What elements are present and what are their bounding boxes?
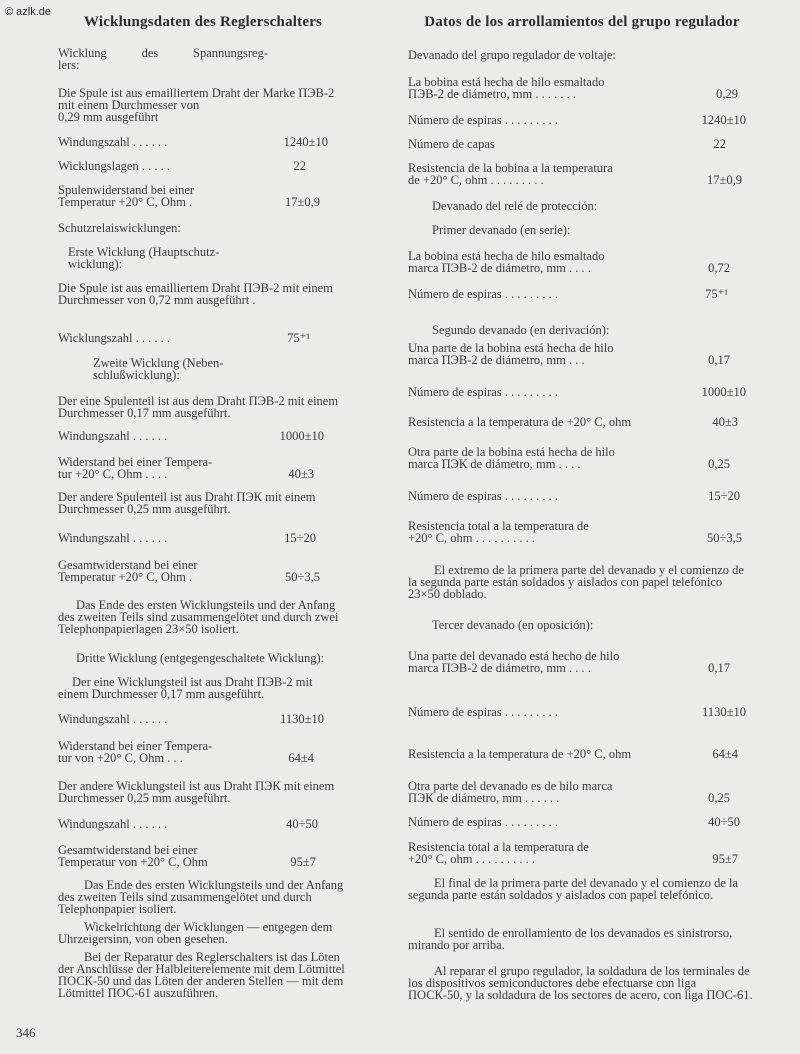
spec-label: Una parte del devanado está hecho de hilo marca ПЭВ-2 de diámetro, mm . . . . — [408, 649, 620, 675]
spec-value: 50÷3,5 — [285, 570, 320, 584]
spec-label: Número de espiras . . . . . . . . . — [408, 385, 558, 399]
spec-label: Windungszahl . . . . . . — [58, 531, 168, 545]
paragraph: Tercer devanado (en oposición): — [432, 618, 594, 632]
spec-value: 0,25 — [708, 457, 730, 471]
spec-label: Resistencia a la temperatura de +20° C, ohm — [408, 415, 632, 429]
paragraph: El sentido de enrollamiento de los devanados es sinistrorso, mirando por arriba. — [408, 926, 733, 952]
paragraph: El extremo de la primera parte del devanado y el comienzo de la segunda parte están soldados y aislados con papel telefónico 23×50 doblado. — [408, 563, 744, 601]
paragraph: Der andere Spulenteil ist aus Draht ПЭК mit einem Durchmesser 0,25 mm ausgeführt. — [58, 490, 316, 516]
spec-row — [58, 532, 316, 544]
spec-value: 17±0,9 — [285, 195, 320, 209]
spec-row — [408, 748, 738, 760]
spec-label: Widerstand bei einer Tempera- tur von +20° C, Ohm . . . — [58, 739, 213, 765]
spec-label: Wicklungslagen . . . . . — [58, 159, 170, 173]
spec-row — [408, 162, 742, 186]
spec-row — [58, 844, 316, 868]
spec-label: Número de espiras . . . . . . . . . — [408, 815, 558, 829]
spec-value: 0,25 — [708, 791, 730, 805]
spec-label: Windungszahl . . . . . . — [58, 712, 168, 726]
paragraph: El final de la primera parte del devanado y el comienzo de la segunda parte están soldados y aislados con papel telefónico. — [408, 876, 739, 902]
spec-label: Resistencia total a la temperatura de +20° C, ohm . . . . . . . . . . — [408, 840, 589, 866]
spec-value: 64±4 — [712, 747, 738, 761]
spec-row — [408, 520, 742, 544]
spec-value: 0,29 — [716, 87, 738, 101]
spec-value: 40÷50 — [708, 815, 740, 829]
page-number: 346 — [16, 1025, 36, 1040]
spec-value: 1000±10 — [701, 385, 746, 399]
spec-label: Número de espiras . . . . . . . . . — [408, 489, 558, 503]
spec-row — [408, 841, 738, 865]
spec-label: Una parte de la bobina está hecha de hilo marca ПЭВ-2 de diámetro, mm . . . — [408, 341, 614, 367]
paragraph: Erste Wicklung (Hauptschutz- wicklung): — [68, 245, 220, 271]
paragraph: Devanado del grupo regulador de voltaje: — [408, 48, 616, 62]
spec-value: 0,17 — [708, 353, 730, 367]
spec-label: Otra parte del devanado es de hilo marca ПЭК de diámetro, mm . . . . . . — [408, 779, 613, 805]
spec-label: Resistencia de la bobina a la temperatura de +20° C, ohm . . . . . . . . . — [408, 161, 613, 187]
spec-value: 22 — [713, 137, 726, 151]
spec-value: 75⁺¹ — [705, 287, 728, 301]
spec-value: 1000±10 — [279, 429, 324, 443]
spec-row — [58, 559, 320, 583]
spec-label: Resistencia total a la temperatura de +20° C, ohm . . . . . . . . . . — [408, 519, 589, 545]
spec-label: Número de espiras . . . . . . . . . — [408, 705, 558, 719]
spec-label: Spulenwiderstand bei einer Temperatur +20° C, Ohm . — [58, 183, 195, 209]
spec-value: 15÷20 — [284, 531, 316, 545]
paragraph: Wickelrichtung der Wicklungen — entgegen dem Uhrzeigersinn, von oben gesehen. — [58, 920, 333, 946]
spec-value: 1240±10 — [283, 135, 328, 149]
paragraph: Der andere Wicklungsteil ist aus Draht ПЭК mit einem Durchmesser 0,25 mm ausgeführt. — [58, 779, 335, 805]
paragraph: Das Ende des ersten Wicklungsteils und der Anfang des zweiten Teils sind zusammengelötet und durch zwei Telephonpapierlagen 23×50 isoliert. — [58, 598, 339, 636]
spec-value: 1130±10 — [702, 705, 746, 719]
spec-label: Número de capas — [408, 137, 495, 151]
spec-label: Número de espiras . . . . . . . . . — [408, 287, 558, 301]
spec-value: 17±0,9 — [707, 173, 742, 187]
spec-row — [58, 713, 324, 725]
spec-value: 95±7 — [712, 852, 738, 866]
spec-value: 15÷20 — [708, 489, 740, 503]
spec-label: Windungszahl . . . . . . — [58, 817, 168, 831]
spec-value: 40±3 — [288, 467, 314, 481]
spec-value: 95±7 — [290, 855, 316, 869]
spec-label: Wicklungszahl . . . . . . — [58, 331, 170, 345]
paragraph: Primer devanado (en serie): — [432, 223, 571, 237]
paragraph: Schutzrelaiswicklungen: — [58, 221, 181, 235]
spec-row — [408, 76, 738, 100]
spec-value: 75⁺¹ — [287, 331, 310, 345]
spec-value: 1240±10 — [701, 113, 746, 127]
spec-row — [408, 288, 728, 300]
watermark: © azlk.de — [5, 6, 52, 18]
spec-value: 40±3 — [712, 415, 738, 429]
spec-row — [58, 136, 328, 148]
spec-label: Widerstand bei einer Tempera- tur +20° C, Ohm . . . . — [58, 455, 213, 481]
spec-row — [408, 650, 730, 674]
spec-label: Resistencia a la temperatura de +20° C, ohm — [408, 747, 632, 761]
paragraph: Der eine Spulenteil ist aus dem Draht ПЭВ-2 mit einem Durchmesser 0,17 mm ausgeführt. — [58, 394, 339, 420]
spec-label: Windungszahl . . . . . . — [58, 135, 168, 149]
spec-row — [408, 780, 730, 804]
paragraph: Die Spule ist aus emailliertem Draht ПЭВ-2 mit einem Durchmesser von 0,72 mm ausgeführt . — [58, 281, 333, 307]
spec-label: Windungszahl . . . . . . — [58, 429, 168, 443]
paragraph: Zweite Wicklung (Neben- schlußwicklung): — [93, 356, 224, 382]
spec-label: Otra parte de la bobina está hecha de hilo marca ПЭК de diámetro, mm . . . . — [408, 445, 615, 471]
spec-label: Número de espiras . . . . . . . . . — [408, 113, 558, 127]
spanish-column — [408, 14, 756, 1002]
spec-row — [408, 342, 730, 366]
spec-row — [58, 818, 318, 830]
spec-row — [408, 816, 740, 828]
spec-row — [58, 740, 314, 764]
spec-value: 50÷3,5 — [707, 531, 742, 545]
paragraph: Devanado del relé de protección: — [432, 199, 598, 213]
paragraph: Segundo devanado (en derivación): — [432, 323, 610, 337]
spec-value: 1130±10 — [280, 712, 324, 726]
spec-value: 22 — [293, 159, 306, 173]
spec-row — [408, 138, 726, 150]
spec-row — [408, 114, 746, 126]
spec-label: La bobina está hecha de hilo esmaltado ПЭВ-2 de diámetro, mm . . . . . . . — [408, 75, 605, 101]
paragraph: Die Spule ist aus emailliertem Draht der Marke ПЭВ-2 mit einem Durchmesser von 0,29 mm ausgeführt — [58, 86, 335, 124]
spec-row — [408, 706, 746, 718]
paragraph: Wicklung des Spannungsreg- lers: — [58, 46, 268, 72]
spec-row — [408, 446, 730, 470]
spec-row — [408, 250, 730, 274]
spec-row — [58, 430, 324, 442]
spec-label: Gesamtwiderstand bei einer Temperatur +20° C, Ohm . — [58, 558, 198, 584]
spec-row — [58, 456, 314, 480]
spec-row — [408, 386, 746, 398]
spec-value: 0,17 — [708, 661, 730, 675]
german-title: Wicklungsdaten des Reglerschalters — [83, 14, 323, 30]
spec-value: 0,72 — [708, 261, 730, 275]
spec-label: La bobina está hecha de hilo esmaltado marca ПЭВ-2 de diámetro, mm . . . . — [408, 249, 605, 275]
spec-row — [58, 184, 320, 208]
spec-value: 64±4 — [288, 751, 314, 765]
spec-label: Gesamtwiderstand bei einer Temperatur von +20° C, Ohm — [58, 843, 208, 869]
paragraph: Al reparar el grupo regulador, la soldadura de los terminales de los dispositivos semiconductores debe efectuarse con liga ПОСК-50, y la soldadura de los sectores de acero, con liga ПОС-61. — [408, 964, 753, 1002]
spec-row — [58, 160, 306, 172]
paragraph: Dritte Wicklung (entgegengeschaltete Wicklung): — [76, 651, 325, 665]
paragraph: Bei der Reparatur des Reglerschalters ist das Löten der Anschlüsse der Halbleiterelemente mit dem Lötmittel ПОСК-50 und das Löten der anderen Stellen — mit dem Lötmittel ПОС-61 auszuführen. — [58, 950, 345, 1000]
paragraph: Der eine Wicklungsteil ist aus Draht ПЭВ-2 mit einem Durchmesser 0,17 mm ausgeführt. — [58, 675, 313, 701]
spec-row — [408, 416, 738, 428]
spec-row — [58, 332, 310, 344]
paragraph: Das Ende des ersten Wicklungsteils und der Anfang des zweiten Teils sind zusammengelötet und durch Telephonpapier isoliert. — [58, 878, 344, 916]
german-column — [58, 14, 348, 1000]
spanish-title: Datos de los arrollamientos del grupo regulador — [424, 14, 740, 30]
spec-row — [408, 490, 740, 502]
spec-value: 40÷50 — [286, 817, 318, 831]
